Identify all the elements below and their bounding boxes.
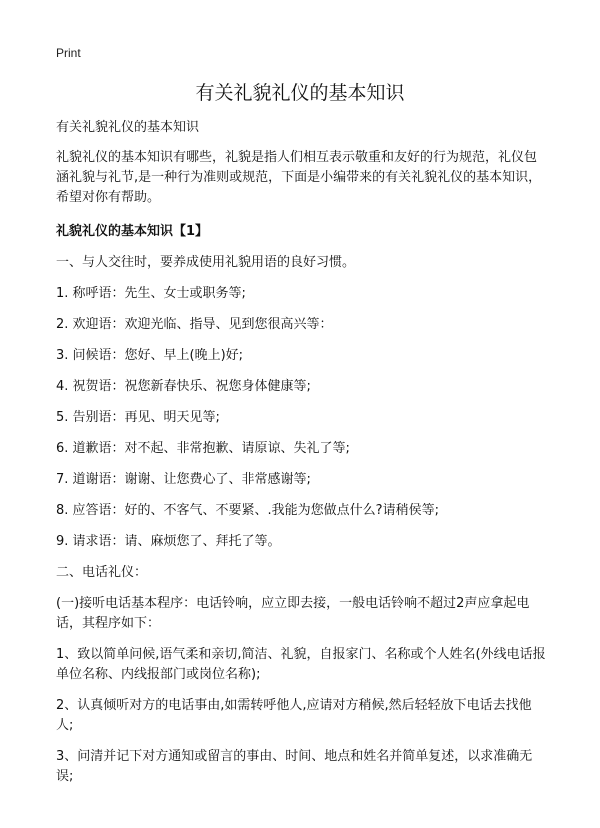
phone-step: 1、致以简单问候,语气柔和亲切,简洁、礼貌，自报家门、名称或个人姓名(外线电话报单位名称、内线报部门或岗位名称); bbox=[56, 647, 546, 682]
list-item: 5. 告别语：再见、明天见等; bbox=[56, 410, 220, 425]
point-two: 二、电话礼仪： bbox=[56, 565, 148, 580]
list-item: 4. 祝贺语：祝您新春快乐、祝您身体健康等; bbox=[56, 379, 311, 394]
section-heading: 礼貌礼仪的基本知识【1】 bbox=[56, 224, 209, 239]
phone-step: 2、认真倾听对方的电话事由,如需转呼他人,应请对方稍候,然后轻轻放下电话去找他人; bbox=[56, 698, 532, 733]
document-subtitle: 有关礼貌礼仪的基本知识 bbox=[56, 120, 200, 135]
list-item: 1. 称呼语：先生、女士或职务等; bbox=[56, 286, 246, 301]
page-title: 有关礼貌礼仪的基本知识 bbox=[195, 82, 405, 104]
point-one: 一、与人交往时，要养成使用礼貌用语的良好习惯。 bbox=[56, 255, 356, 270]
list-item: 9. 请求语：请、麻烦您了、拜托了等。 bbox=[56, 534, 281, 549]
print-link[interactable]: Print bbox=[56, 46, 81, 60]
intro-paragraph: 礼貌礼仪的基本知识有哪些，礼貌是指人们相互表示敬重和友好的行为规范，礼仪包涵礼貌与礼节,是一种行为准则或规范，下面是小编带来的有关礼貌礼仪的基本知识，希望对你有帮助。 bbox=[56, 150, 542, 205]
list-item: 8. 应答语：好的、不客气、不要紧、.我能为您做点什么?请稍侯等; bbox=[56, 503, 439, 518]
list-item: 3. 问候语：您好、早上(晚上)好; bbox=[56, 348, 244, 363]
list-item: 7. 道谢语：谢谢、让您费心了、非常感谢等; bbox=[56, 472, 311, 487]
phone-intro: (一)接听电话基本程序：电话铃响，应立即去接，一般电话铃响不超过2声应拿起电话，其程序如下： bbox=[56, 596, 530, 631]
phone-step: 3、问清并记下对方通知或留言的事由、时间、地点和姓名并简单复述，以求准确无误; bbox=[56, 749, 533, 784]
list-item: 2. 欢迎语：欢迎光临、指导、见到您很高兴等： bbox=[56, 317, 333, 332]
document-body bbox=[56, 118, 546, 798]
list-item: 6. 道歉语：对不起、非常抱歉、请原谅、失礼了等; bbox=[56, 441, 350, 456]
